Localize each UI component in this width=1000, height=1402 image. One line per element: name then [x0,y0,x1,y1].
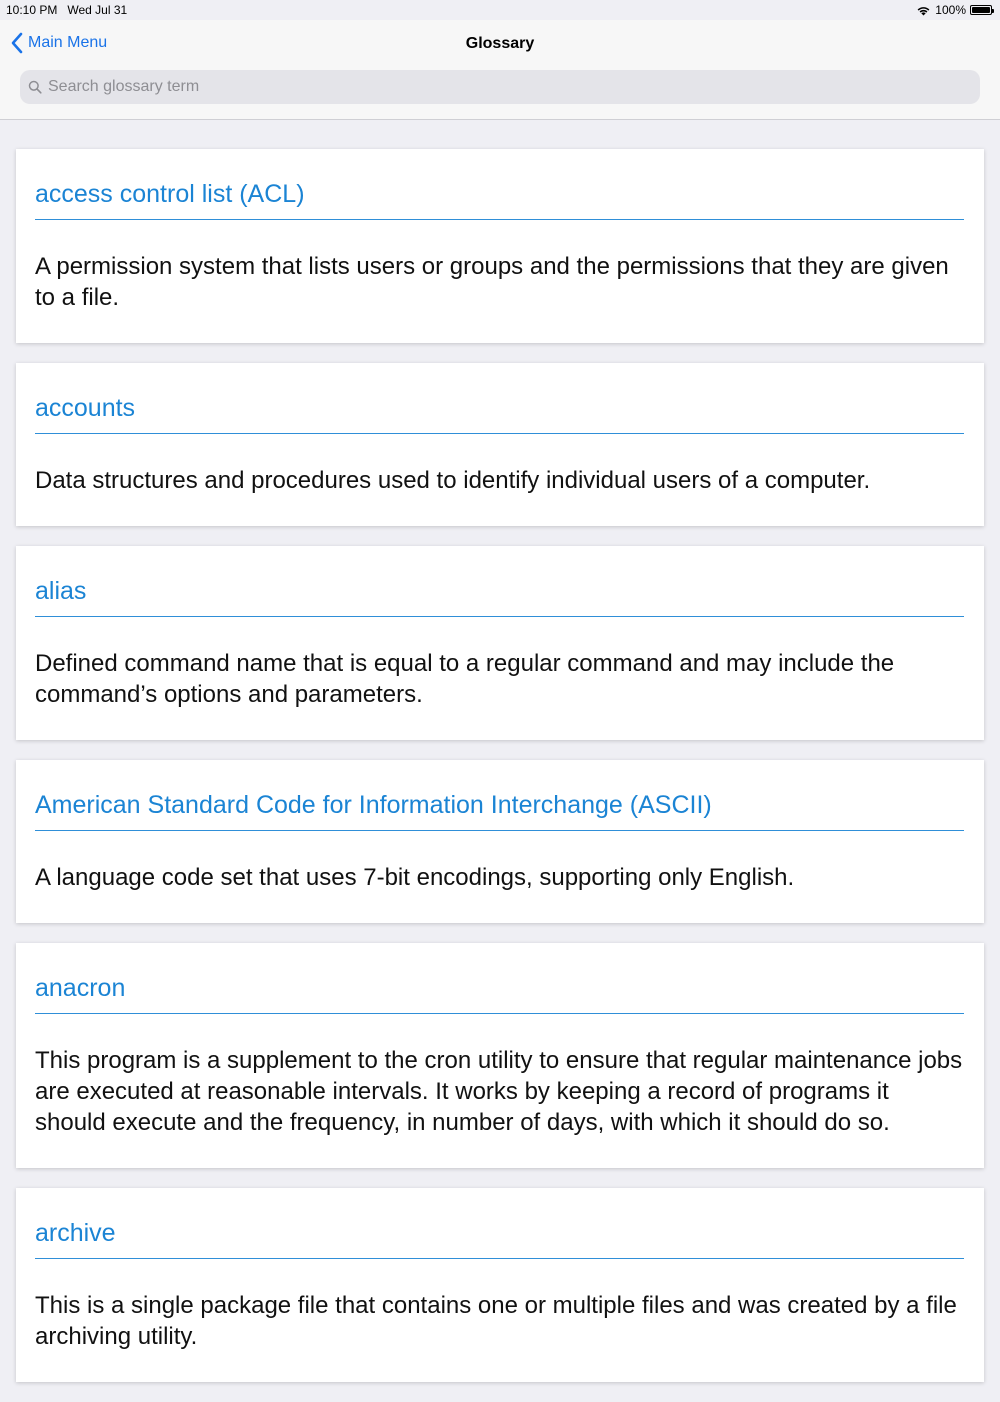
glossary-definition: Data structures and procedures used to identify individual users of a computer. [35,467,871,494]
wifi-icon [916,5,931,16]
glossary-term: anacron [35,973,964,1014]
page-title: Glossary [465,35,535,52]
glossary-card[interactable] [16,546,984,740]
glossary-definition: This is a single package file that contains one or multiple files and was created by a file archiving utility. [35,1292,957,1350]
glossary-term: accounts [35,393,964,434]
glossary-term: access control list (ACL) [35,179,964,220]
navigation-bar [0,20,1000,120]
glossary-term: alias [35,576,964,617]
search-input[interactable] [48,78,948,96]
battery-percent: 100% [935,3,966,17]
glossary-list [16,149,984,1402]
glossary-card[interactable] [16,363,984,526]
glossary-term: archive [35,1218,964,1259]
glossary-card[interactable] [16,760,984,923]
status-bar [0,0,1000,20]
glossary-term: American Standard Code for Information Interchange (ASCII) [35,790,964,831]
glossary-definition: A language code set that uses 7-bit encodings, supporting only English. [35,864,795,891]
back-button-label: Main Menu [28,34,108,51]
glossary-card[interactable] [16,149,984,343]
status-right [916,3,992,17]
search-icon [28,80,42,94]
glossary-definition: A permission system that lists users or groups and the permissions that they are given to a file. [35,253,949,311]
glossary-definition: This program is a supplement to the cron utility to ensure that regular maintenance jobs are executed at reasonable intervals. It works by keeping a record of programs it should execute and the frequency, in number of days, with which it should do so. [35,1047,963,1136]
glossary-card[interactable] [16,943,984,1168]
battery-fill [972,7,990,13]
search-bar[interactable] [20,70,980,104]
glossary-definition: Defined command name that is equal to a regular command and may include the command’s options and parameters. [35,650,895,708]
glossary-card[interactable] [16,1188,984,1382]
battery-icon [970,5,992,15]
status-time: 10:10 PM Wed Jul 31 [6,3,128,17]
